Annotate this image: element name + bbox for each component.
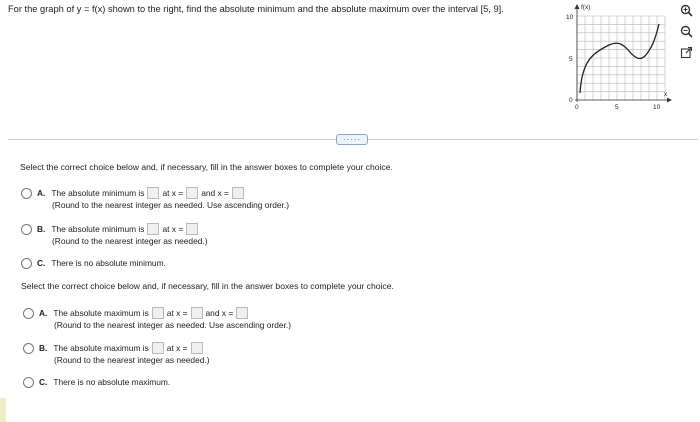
part1-radio-b[interactable] [21,224,32,235]
part2-choice-c[interactable] [23,376,170,388]
part1-letter-a: A. [37,188,46,198]
tick-x-5: 5 [615,104,619,111]
part1-a-note: (Round to the nearest integer as needed. Use ascending order.) [52,200,289,210]
function-graph [556,0,676,125]
part1-letter-c: C. [37,258,46,268]
expand-more-button[interactable]: ····· [336,134,368,145]
part1-b-note: (Round to the nearest integer as needed.) [52,236,208,246]
part2-radio-b[interactable] [23,343,34,354]
part2-c-text1: There is no absolute maximum. [53,377,171,387]
part1-b-text2: at x = [162,224,184,234]
part1-c-text1: There is no absolute minimum. [51,258,166,268]
y-axis-label: f(x) [581,4,591,11]
y-axis-arrow [575,4,580,9]
part1-radio-c[interactable] [21,258,32,269]
part2-b-note: (Round to the nearest integer as needed.) [54,355,210,365]
tick-x-0: 0 [575,104,579,111]
question-prompt: For the graph of y = f(x) shown to the right, find the absolute minimum and the absolute maximum over the interval [5, 9]. [8,4,504,14]
part2-b-x-input[interactable] [191,342,203,354]
part2-a-text3: and x = [205,308,234,318]
part1-choice-b[interactable] [21,223,208,246]
part2-letter-b: B. [39,343,48,353]
part1-radio-a[interactable] [21,188,32,199]
x-axis-label: x [664,91,668,98]
part1-b-min-value-input[interactable] [147,223,159,235]
part2-a-max-value-input[interactable] [152,307,164,319]
part2-a-text1: The absolute maximum is [53,308,149,318]
part2-instruction: Select the correct choice below and, if necessary, fill in the answer boxes to complete your choice. [21,281,394,291]
part2-a-x1-input[interactable] [191,307,203,319]
tick-y-10: 10 [566,14,574,21]
part1-a-text3: and x = [201,188,229,198]
part2-b-text1: The absolute maximum is [53,343,149,353]
part1-a-x1-input[interactable] [186,187,198,199]
part1-b-text1: The absolute minimum is [51,224,145,234]
tick-x-10: 10 [653,104,661,111]
function-curve [580,24,659,93]
zoom-in-icon[interactable] [678,2,695,19]
part1-choice-c[interactable] [21,257,166,269]
part2-radio-a[interactable] [23,308,34,319]
external-link-icon[interactable] [678,44,695,61]
part1-a-text1: The absolute minimum is [51,188,145,198]
part2-choice-a[interactable] [23,307,291,330]
part2-a-x2-input[interactable] [236,307,248,319]
tick-origin: 0 [569,97,573,104]
part1-instruction: Select the correct choice below and, if necessary, fill in the answer boxes to complete your choice. [20,162,393,172]
graph-tools [676,2,698,65]
part2-b-text2: at x = [166,343,188,353]
tick-y-5: 5 [569,56,573,63]
part2-a-note: (Round to the nearest integer as needed. Use ascending order.) [54,320,291,330]
part2-choice-b[interactable] [23,342,210,365]
part2-letter-a: A. [39,308,48,318]
zoom-out-icon[interactable] [678,23,695,40]
part2-letter-c: C. [39,377,48,387]
part1-a-x2-input[interactable] [232,187,244,199]
left-edge-bar [0,398,6,422]
part1-letter-b: B. [37,224,46,234]
x-axis-arrow [667,98,672,103]
part2-b-max-value-input[interactable] [152,342,164,354]
part1-b-x-input[interactable] [186,223,198,235]
part2-radio-c[interactable] [23,377,34,388]
part1-a-min-value-input[interactable] [147,187,159,199]
part1-choice-a[interactable] [21,187,289,210]
part2-a-text2: at x = [166,308,188,318]
part1-a-text2: at x = [162,188,184,198]
